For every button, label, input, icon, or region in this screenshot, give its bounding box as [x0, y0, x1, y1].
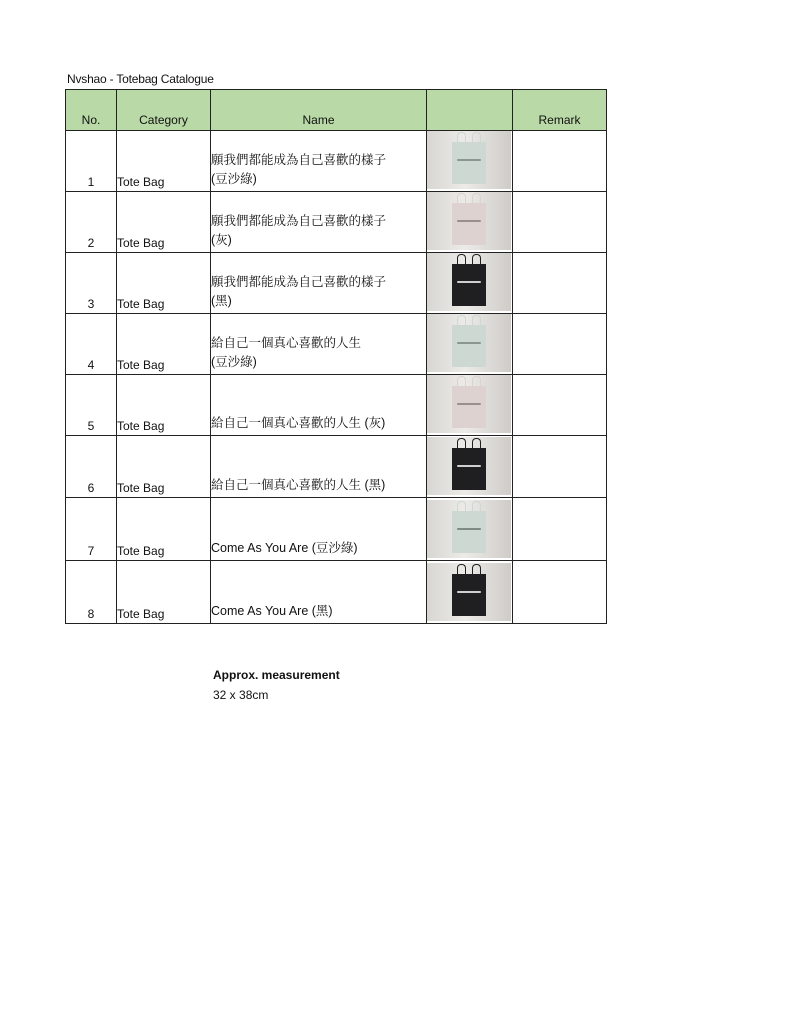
- cell-name: [211, 561, 427, 624]
- name-line-2: 給自己一個真心喜歡的人生 (黑): [211, 478, 386, 492]
- tote-bag-photo: [427, 253, 511, 311]
- cell-no: 3: [66, 253, 117, 314]
- cell-photo: [427, 436, 513, 498]
- cell-photo: [427, 253, 513, 314]
- cell-no: 1: [66, 131, 117, 192]
- cell-no: 4: [66, 314, 117, 375]
- cell-category: Tote Bag: [117, 314, 211, 375]
- name-line-1: 給自己一個真心喜歡的人生: [211, 336, 362, 350]
- bag-print-text: [457, 528, 481, 530]
- tote-bag-shape: [452, 142, 486, 184]
- cell-remark: [513, 253, 607, 314]
- table-header-row: [66, 90, 607, 131]
- table-row: [66, 131, 607, 192]
- bag-print-text: [457, 220, 481, 222]
- tote-bag-shape: [452, 511, 486, 553]
- header-category: Category: [117, 90, 211, 131]
- cell-category: Tote Bag: [117, 436, 211, 498]
- cell-remark: [513, 498, 607, 561]
- table-row: [66, 561, 607, 624]
- table-row: [66, 498, 607, 561]
- name-line-2: (灰): [211, 233, 232, 247]
- tote-bag-shape: [452, 448, 486, 490]
- cell-name: [211, 436, 427, 498]
- table-row: [66, 375, 607, 436]
- bag-print-text: [457, 281, 481, 283]
- tote-bag-shape: [452, 574, 486, 616]
- tote-bag-photo: [427, 375, 511, 433]
- tote-bag-shape: [452, 203, 486, 245]
- name-line-1: 願我們都能成為自己喜歡的樣子: [211, 153, 387, 167]
- cell-remark: [513, 561, 607, 624]
- measurement-label: Approx. measurement: [213, 668, 340, 682]
- table-row: [66, 192, 607, 253]
- header-name: Name: [211, 90, 427, 131]
- cell-photo: [427, 192, 513, 253]
- name-line-2: (黑): [211, 294, 232, 308]
- cell-photo: [427, 131, 513, 192]
- cell-no: 8: [66, 561, 117, 624]
- tote-bag-photo: [427, 437, 511, 495]
- cell-no: 2: [66, 192, 117, 253]
- header-photo: [427, 90, 513, 131]
- cell-remark: [513, 375, 607, 436]
- cell-photo: [427, 498, 513, 561]
- bag-print-text: [457, 465, 481, 467]
- cell-photo: [427, 314, 513, 375]
- cell-name: [211, 498, 427, 561]
- cell-no: 6: [66, 436, 117, 498]
- name-line-2: (豆沙綠): [211, 355, 257, 369]
- cell-name: [211, 314, 427, 375]
- name-line-2: Come As You Are (黑): [211, 604, 333, 618]
- cell-remark: [513, 131, 607, 192]
- cell-category: Tote Bag: [117, 253, 211, 314]
- measurement-value: 32 x 38cm: [213, 688, 269, 702]
- cell-name: [211, 375, 427, 436]
- bag-print-text: [457, 403, 481, 405]
- tote-bag-photo: [427, 192, 511, 250]
- table-row: [66, 436, 607, 498]
- document-title: Nvshao - Totebag Catalogue: [67, 72, 214, 86]
- cell-name: [211, 253, 427, 314]
- catalogue-table: [65, 89, 607, 624]
- cell-category: Tote Bag: [117, 375, 211, 436]
- cell-no: 7: [66, 498, 117, 561]
- measurement-block: [213, 665, 340, 705]
- cell-remark: [513, 192, 607, 253]
- tote-bag-photo: [427, 500, 511, 558]
- header-remark: Remark: [513, 90, 607, 131]
- tote-bag-photo: [427, 131, 511, 189]
- bag-print-text: [457, 342, 481, 344]
- header-no: No.: [66, 90, 117, 131]
- cell-category: Tote Bag: [117, 192, 211, 253]
- name-line-1: 願我們都能成為自己喜歡的樣子: [211, 214, 387, 228]
- cell-name: [211, 131, 427, 192]
- cell-category: Tote Bag: [117, 498, 211, 561]
- tote-bag-photo: [427, 314, 511, 372]
- bag-print-text: [457, 159, 481, 161]
- cell-remark: [513, 436, 607, 498]
- cell-photo: [427, 375, 513, 436]
- cell-category: Tote Bag: [117, 131, 211, 192]
- name-line-1: 願我們都能成為自己喜歡的樣子: [211, 275, 387, 289]
- name-line-2: Come As You Are (豆沙綠): [211, 541, 358, 555]
- tote-bag-shape: [452, 264, 486, 306]
- tote-bag-shape: [452, 386, 486, 428]
- table-row: [66, 253, 607, 314]
- tote-bag-photo: [427, 563, 511, 621]
- name-line-2: 給自己一個真心喜歡的人生 (灰): [211, 416, 386, 430]
- table-body: [66, 131, 607, 624]
- name-line-2: (豆沙綠): [211, 172, 257, 186]
- cell-photo: [427, 561, 513, 624]
- cell-remark: [513, 314, 607, 375]
- cell-category: Tote Bag: [117, 561, 211, 624]
- bag-print-text: [457, 591, 481, 593]
- table-row: [66, 314, 607, 375]
- cell-no: 5: [66, 375, 117, 436]
- cell-name: [211, 192, 427, 253]
- tote-bag-shape: [452, 325, 486, 367]
